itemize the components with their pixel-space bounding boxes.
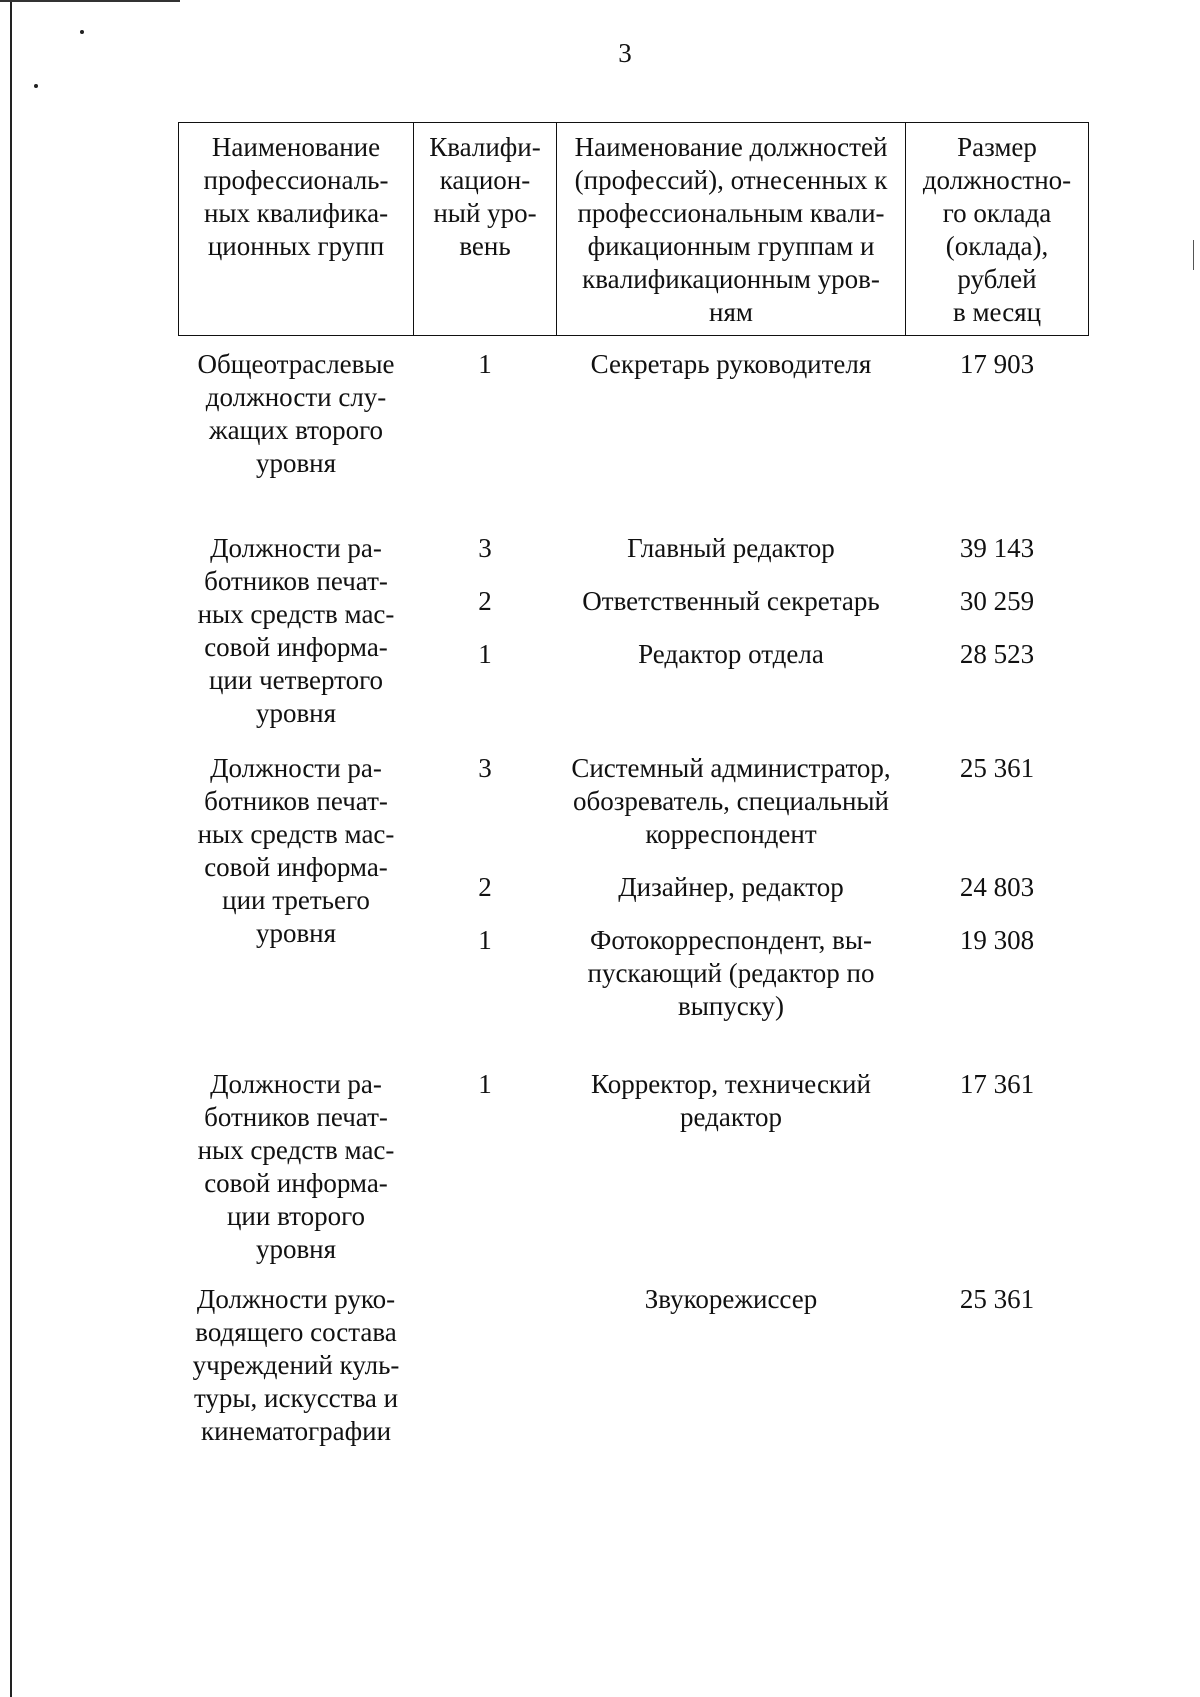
scan-speck [80, 30, 84, 34]
level-cell: 1 [478, 349, 492, 379]
page-number: 3 [618, 38, 632, 68]
level-cell: 3 2 1 [478, 533, 492, 669]
header-salary: Размер должностно- го оклада (оклада), рублей в месяц [906, 123, 1089, 336]
salary-cell: 25 361 [959, 1284, 1035, 1314]
scan-edge-left [10, 0, 12, 1697]
header-position-name: Наименование должностей (профессий), отнесенных к профессиональным квали- фикационным группам и квалификационным уров- ням [557, 123, 906, 336]
header-group-name: Наименование профессиональ- ных квалифика- ционных групп [179, 123, 414, 336]
salary-table [178, 122, 1089, 1448]
group-name-cell: Должности ра- ботников печат- ных средств мас- совой информа- ции четвертого уровня [197, 533, 395, 728]
position-cell: Звукорежиссер [644, 1284, 818, 1314]
position-cell: Секретарь руководителя [590, 349, 872, 379]
table-row [179, 730, 1089, 1068]
level-cell [414, 1283, 557, 1448]
table-row [179, 336, 1089, 533]
salary-cell: 25 361 24 803 19 308 [959, 753, 1035, 955]
group-name-cell: Должности ра- ботников печат- ных средств мас- совой информа- ции второго уровня [197, 1069, 395, 1264]
level-cell: 3 2 1 [478, 753, 492, 955]
table-row [179, 1068, 1089, 1283]
group-name-cell: Общеотраслевые должности слу- жащих второго уровня [197, 349, 395, 478]
level-cell: 1 [478, 1069, 492, 1099]
position-cell: Системный администратор, обозреватель, специальный корреспондент Дизайнер, редактор Фотокорреспондент, вы- пускающий (редактор по выпуску) [571, 753, 891, 1021]
header-level: Квалифи- кацион- ный уро- вень [414, 123, 557, 336]
table-header-row [179, 123, 1089, 336]
salary-cell: 39 143 30 259 28 523 [959, 533, 1035, 669]
table-row [179, 532, 1089, 730]
salary-cell: 17 903 [959, 349, 1035, 379]
position-cell: Корректор, технический редактор [591, 1069, 871, 1132]
position-cell: Главный редактор Ответственный секретарь Редактор отдела [582, 533, 880, 669]
group-name-cell: Должности ра- ботников печат- ных средств мас- совой информа- ции третьего уровня [197, 753, 395, 948]
salary-cell: 17 361 [959, 1069, 1035, 1099]
scan-speck [34, 84, 38, 88]
scan-edge-top [0, 0, 180, 2]
scan-mark-right [1193, 240, 1194, 270]
group-name-cell: Должности руко- водящего состава учреждений куль- туры, искусства и кинематографии [192, 1284, 400, 1446]
table-row [179, 1283, 1089, 1448]
